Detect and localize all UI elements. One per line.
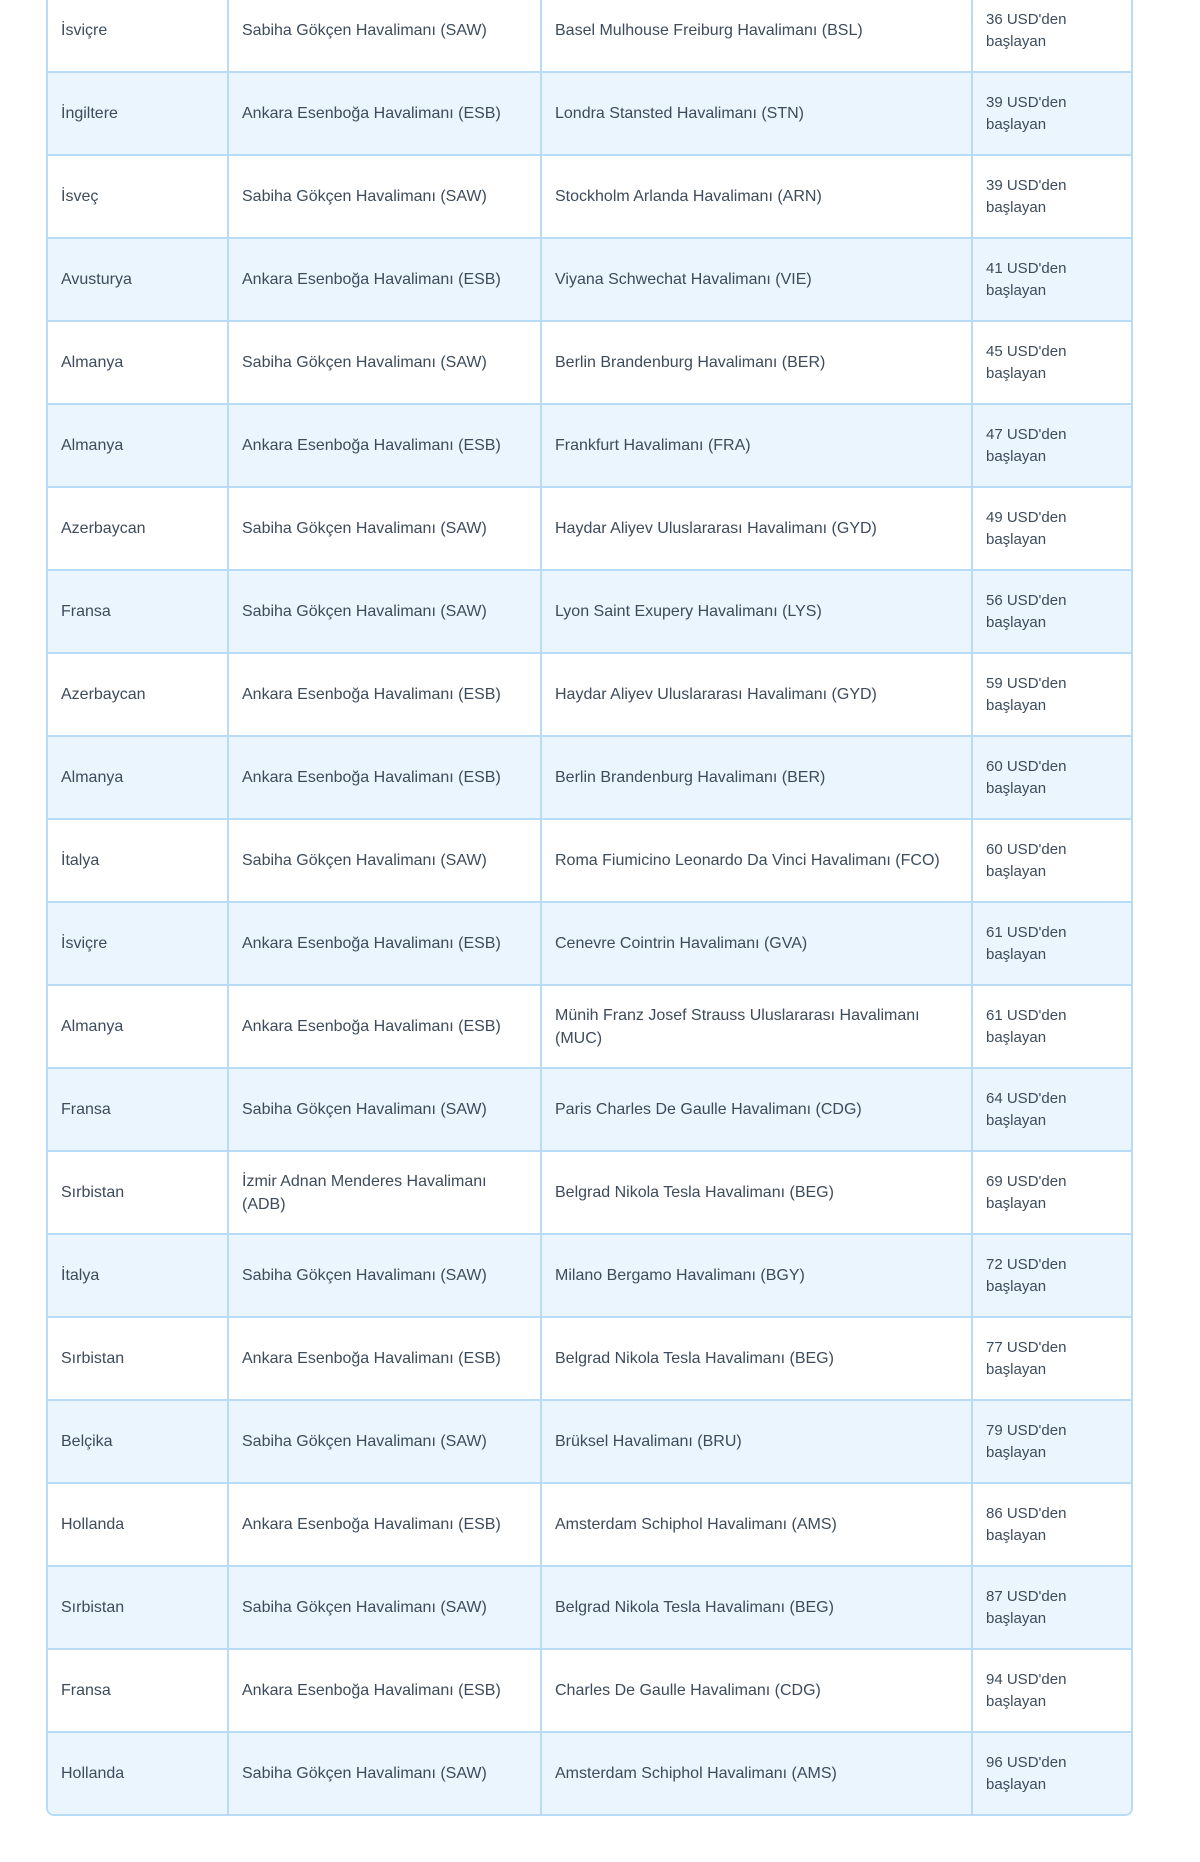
price-cell: 36 USD'den başlayan <box>972 0 1131 72</box>
flights-table <box>48 0 1131 1814</box>
departure-airport-cell: Ankara Esenboğa Havalimanı (ESB) <box>228 653 541 736</box>
country-cell: İngiltere <box>48 72 228 155</box>
arrival-airport-cell: Cenevre Cointrin Havalimanı (GVA) <box>541 902 972 985</box>
departure-airport-cell: Sabiha Gökçen Havalimanı (SAW) <box>228 819 541 902</box>
departure-airport-cell: Ankara Esenboğa Havalimanı (ESB) <box>228 72 541 155</box>
departure-airport-cell: Sabiha Gökçen Havalimanı (SAW) <box>228 1566 541 1649</box>
arrival-airport-cell: Viyana Schwechat Havalimanı (VIE) <box>541 238 972 321</box>
table-row <box>48 902 1131 985</box>
arrival-airport-cell: Amsterdam Schiphol Havalimanı (AMS) <box>541 1483 972 1566</box>
price-cell: 79 USD'den başlayan <box>972 1400 1131 1483</box>
departure-airport-cell: Sabiha Gökçen Havalimanı (SAW) <box>228 1732 541 1814</box>
price-cell: 60 USD'den başlayan <box>972 736 1131 819</box>
table-row <box>48 1317 1131 1400</box>
arrival-airport-cell: Basel Mulhouse Freiburg Havalimanı (BSL) <box>541 0 972 72</box>
country-cell: Fransa <box>48 1068 228 1151</box>
country-cell: Sırbistan <box>48 1566 228 1649</box>
price-cell: 56 USD'den başlayan <box>972 570 1131 653</box>
country-cell: Belçika <box>48 1400 228 1483</box>
arrival-airport-cell: Milano Bergamo Havalimanı (BGY) <box>541 1234 972 1317</box>
departure-airport-cell: Sabiha Gökçen Havalimanı (SAW) <box>228 0 541 72</box>
table-row <box>48 653 1131 736</box>
table-row <box>48 155 1131 238</box>
departure-airport-cell: Sabiha Gökçen Havalimanı (SAW) <box>228 321 541 404</box>
price-cell: 87 USD'den başlayan <box>972 1566 1131 1649</box>
departure-airport-cell: Ankara Esenboğa Havalimanı (ESB) <box>228 902 541 985</box>
arrival-airport-cell: Charles De Gaulle Havalimanı (CDG) <box>541 1649 972 1732</box>
table-row <box>48 487 1131 570</box>
price-cell: 86 USD'den başlayan <box>972 1483 1131 1566</box>
price-cell: 64 USD'den başlayan <box>972 1068 1131 1151</box>
table-row <box>48 985 1131 1068</box>
price-cell: 61 USD'den başlayan <box>972 902 1131 985</box>
table-row <box>48 570 1131 653</box>
country-cell: Sırbistan <box>48 1317 228 1400</box>
departure-airport-cell: Sabiha Gökçen Havalimanı (SAW) <box>228 487 541 570</box>
arrival-airport-cell: Paris Charles De Gaulle Havalimanı (CDG) <box>541 1068 972 1151</box>
arrival-airport-cell: Londra Stansted Havalimanı (STN) <box>541 72 972 155</box>
departure-airport-cell: Ankara Esenboğa Havalimanı (ESB) <box>228 1649 541 1732</box>
country-cell: Azerbaycan <box>48 653 228 736</box>
departure-airport-cell: Sabiha Gökçen Havalimanı (SAW) <box>228 570 541 653</box>
departure-airport-cell: Ankara Esenboğa Havalimanı (ESB) <box>228 736 541 819</box>
departure-airport-cell: Ankara Esenboğa Havalimanı (ESB) <box>228 1317 541 1400</box>
country-cell: Fransa <box>48 570 228 653</box>
arrival-airport-cell: Stockholm Arlanda Havalimanı (ARN) <box>541 155 972 238</box>
price-cell: 96 USD'den başlayan <box>972 1732 1131 1814</box>
price-cell: 94 USD'den başlayan <box>972 1649 1131 1732</box>
table-row <box>48 238 1131 321</box>
table-row <box>48 0 1131 72</box>
arrival-airport-cell: Haydar Aliyev Uluslararası Havalimanı (GYD) <box>541 653 972 736</box>
arrival-airport-cell: Frankfurt Havalimanı (FRA) <box>541 404 972 487</box>
table-row <box>48 1234 1131 1317</box>
country-cell: İtalya <box>48 1234 228 1317</box>
departure-airport-cell: Sabiha Gökçen Havalimanı (SAW) <box>228 1400 541 1483</box>
departure-airport-cell: Sabiha Gökçen Havalimanı (SAW) <box>228 155 541 238</box>
table-row <box>48 736 1131 819</box>
country-cell: Fransa <box>48 1649 228 1732</box>
departure-airport-cell: Ankara Esenboğa Havalimanı (ESB) <box>228 985 541 1068</box>
country-cell: İsveç <box>48 155 228 238</box>
price-cell: 72 USD'den başlayan <box>972 1234 1131 1317</box>
departure-airport-cell: Ankara Esenboğa Havalimanı (ESB) <box>228 1483 541 1566</box>
arrival-airport-cell: Belgrad Nikola Tesla Havalimanı (BEG) <box>541 1151 972 1234</box>
arrival-airport-cell: Berlin Brandenburg Havalimanı (BER) <box>541 321 972 404</box>
departure-airport-cell: İzmir Adnan Menderes Havalimanı (ADB) <box>228 1151 541 1234</box>
country-cell: Hollanda <box>48 1732 228 1814</box>
table-row <box>48 1483 1131 1566</box>
country-cell: İsviçre <box>48 0 228 72</box>
table-row <box>48 1649 1131 1732</box>
departure-airport-cell: Sabiha Gökçen Havalimanı (SAW) <box>228 1234 541 1317</box>
table-row <box>48 321 1131 404</box>
arrival-airport-cell: Amsterdam Schiphol Havalimanı (AMS) <box>541 1732 972 1814</box>
arrival-airport-cell: Roma Fiumicino Leonardo Da Vinci Havalimanı (FCO) <box>541 819 972 902</box>
country-cell: Almanya <box>48 985 228 1068</box>
flights-table-container <box>46 0 1133 1816</box>
departure-airport-cell: Ankara Esenboğa Havalimanı (ESB) <box>228 238 541 321</box>
country-cell: Azerbaycan <box>48 487 228 570</box>
flights-table-body <box>48 0 1131 1814</box>
price-cell: 69 USD'den başlayan <box>972 1151 1131 1234</box>
country-cell: İtalya <box>48 819 228 902</box>
country-cell: İsviçre <box>48 902 228 985</box>
price-cell: 77 USD'den başlayan <box>972 1317 1131 1400</box>
table-row <box>48 72 1131 155</box>
price-cell: 39 USD'den başlayan <box>972 72 1131 155</box>
departure-airport-cell: Ankara Esenboğa Havalimanı (ESB) <box>228 404 541 487</box>
price-cell: 59 USD'den başlayan <box>972 653 1131 736</box>
price-cell: 41 USD'den başlayan <box>972 238 1131 321</box>
table-row <box>48 1400 1131 1483</box>
country-cell: Hollanda <box>48 1483 228 1566</box>
price-cell: 60 USD'den başlayan <box>972 819 1131 902</box>
arrival-airport-cell: Belgrad Nikola Tesla Havalimanı (BEG) <box>541 1317 972 1400</box>
country-cell: Almanya <box>48 321 228 404</box>
arrival-airport-cell: Münih Franz Josef Strauss Uluslararası Havalimanı (MUC) <box>541 985 972 1068</box>
price-cell: 61 USD'den başlayan <box>972 985 1131 1068</box>
table-row <box>48 1566 1131 1649</box>
arrival-airport-cell: Berlin Brandenburg Havalimanı (BER) <box>541 736 972 819</box>
table-row <box>48 404 1131 487</box>
price-cell: 47 USD'den başlayan <box>972 404 1131 487</box>
arrival-airport-cell: Haydar Aliyev Uluslararası Havalimanı (GYD) <box>541 487 972 570</box>
price-cell: 45 USD'den başlayan <box>972 321 1131 404</box>
country-cell: Almanya <box>48 736 228 819</box>
table-row <box>48 1732 1131 1814</box>
country-cell: Sırbistan <box>48 1151 228 1234</box>
table-row <box>48 1068 1131 1151</box>
country-cell: Almanya <box>48 404 228 487</box>
country-cell: Avusturya <box>48 238 228 321</box>
table-row <box>48 819 1131 902</box>
departure-airport-cell: Sabiha Gökçen Havalimanı (SAW) <box>228 1068 541 1151</box>
price-cell: 49 USD'den başlayan <box>972 487 1131 570</box>
arrival-airport-cell: Belgrad Nikola Tesla Havalimanı (BEG) <box>541 1566 972 1649</box>
price-cell: 39 USD'den başlayan <box>972 155 1131 238</box>
table-row <box>48 1151 1131 1234</box>
arrival-airport-cell: Brüksel Havalimanı (BRU) <box>541 1400 972 1483</box>
arrival-airport-cell: Lyon Saint Exupery Havalimanı (LYS) <box>541 570 972 653</box>
